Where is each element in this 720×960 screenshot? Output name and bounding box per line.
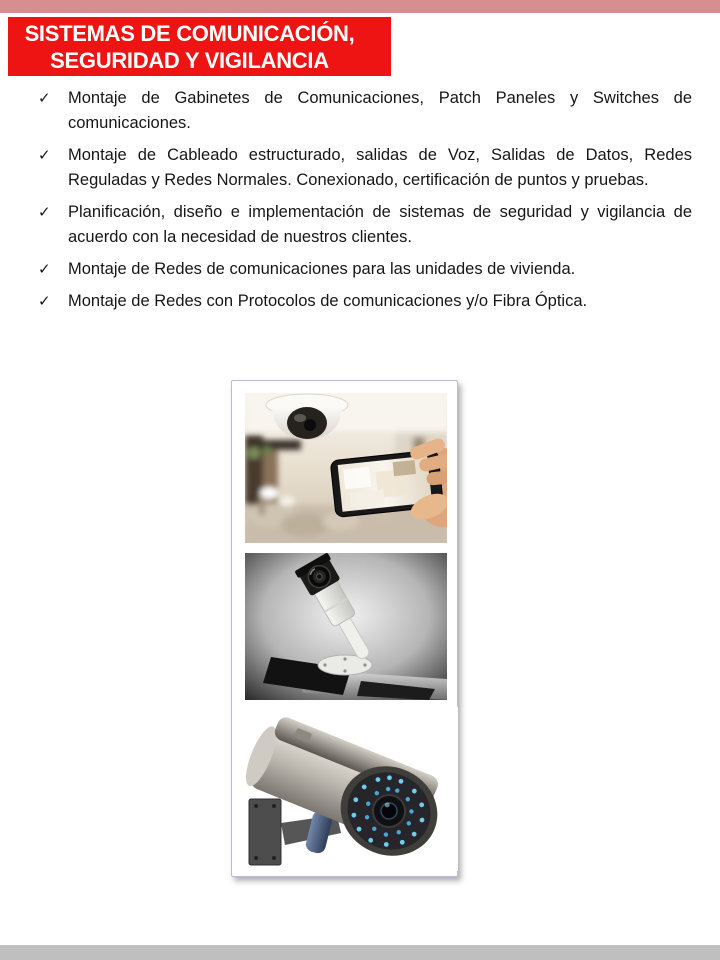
bullet-text: Montaje de Gabinetes de Comunicaciones, Patch Paneles y Switches de comunicaciones. [68,89,692,132]
bullet-camera-photo [245,553,447,700]
bottom-accent-bar [0,945,720,960]
bullet-text: Montaje de Redes de comunicaciones para las unidades de vivienda. [68,260,576,278]
bullet-item [36,86,692,136]
checkmark-icon: ✓ [38,204,51,221]
checkmark-icon: ✓ [38,147,51,164]
bullet-item [36,200,692,250]
bullet-list [36,86,692,321]
checkmark-icon: ✓ [38,261,51,278]
bullet-item [36,257,692,282]
bullet-item [36,143,692,193]
slide-title-line1: SISTEMAS DE COMUNICACIÓN, [24,21,355,46]
ir-bullet-camera-photo [237,707,458,871]
dome-camera-smartphone-photo [245,393,447,543]
bullet-text: Montaje de Redes con Protocolos de comunicaciones y/o Fibra Óptica. [68,292,588,310]
checkmark-icon: ✓ [38,293,51,310]
slide-title-banner [8,17,391,76]
slide-title-line2: SEGURIDAD Y VIGILANCIA [50,48,329,73]
bullet-item [36,289,692,314]
bullet-text: Montaje de Cableado estructurado, salidas de Voz, Salidas de Datos, Redes Reguladas y Redes Normales. Conexionado, certificación de puntos y pruebas. [68,146,692,189]
security-photos-panel [231,380,458,877]
bullet-text: Planificación, diseño e implementación de sistemas de seguridad y vigilancia de acuerdo con la necesidad de nuestros clientes. [68,203,692,246]
checkmark-icon: ✓ [38,90,51,107]
top-accent-bar [0,0,720,13]
